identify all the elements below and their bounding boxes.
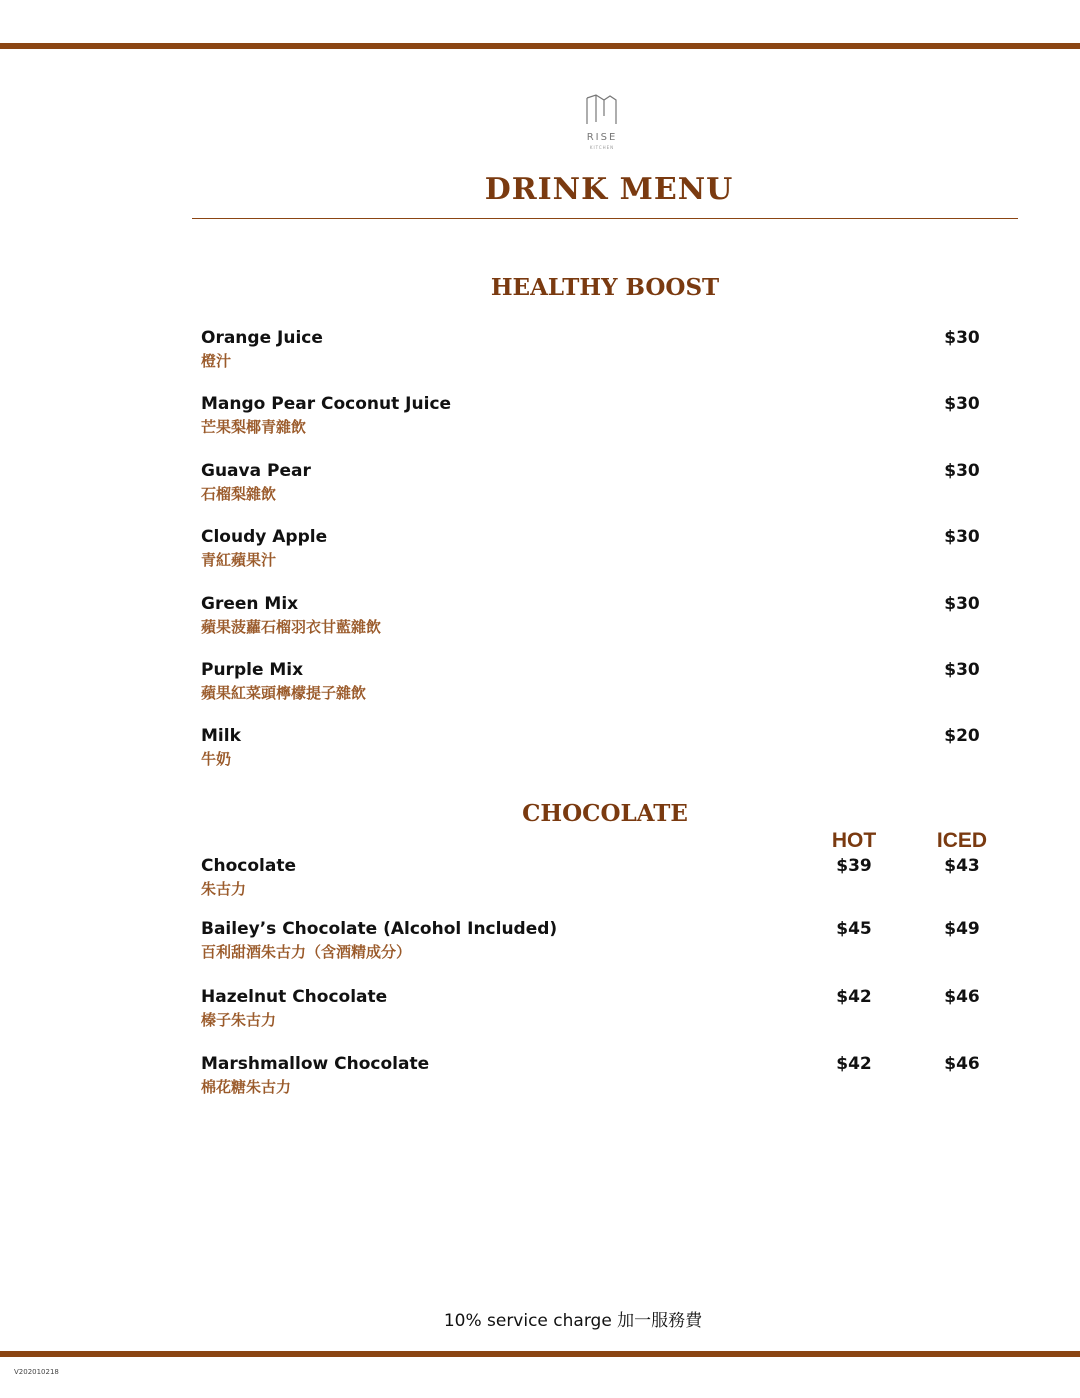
item-name-en: Cloudy Apple [201, 527, 328, 547]
item-name-en: Purple Mix [201, 660, 304, 680]
item-price: $30 [944, 527, 980, 547]
item-price: $30 [944, 594, 980, 614]
item-name-en: Milk [201, 726, 241, 746]
menu-item-purple-mix [201, 660, 991, 710]
item-price-iced: $43 [944, 856, 980, 876]
rise-logo [580, 92, 624, 152]
item-price: $20 [944, 726, 980, 746]
item-name-zh: 青紅蘋果汁 [201, 551, 277, 569]
menu-item-hazelnut-chocolate [201, 987, 991, 1037]
column-header-hot: HOT [831, 829, 877, 852]
item-name-zh: 蘋果紅菜頭檸檬提子雜飲 [201, 684, 367, 702]
item-name-en: Bailey’s Chocolate (Alcohol Included) [201, 919, 558, 939]
menu-item-baileys-chocolate [201, 919, 991, 969]
item-price-hot: $42 [836, 1054, 872, 1074]
page-title: DRINK MENU [484, 172, 734, 207]
item-name-zh: 朱古力 [201, 880, 247, 898]
item-name-en: Chocolate [201, 856, 296, 876]
top-border-bar [0, 43, 1080, 49]
item-name-zh: 石榴梨雜飲 [201, 485, 277, 503]
logo-subtext: KITCHEN [589, 145, 615, 150]
item-price-iced: $46 [944, 987, 980, 1007]
menu-item-cloudy-apple [201, 527, 991, 577]
item-name-en: Orange Juice [201, 328, 323, 348]
menu-item-green-mix [201, 594, 991, 644]
item-name-en: Green Mix [201, 594, 299, 614]
item-name-en: Mango Pear Coconut Juice [201, 394, 452, 414]
item-name-zh: 牛奶 [201, 750, 232, 768]
item-price-hot: $45 [836, 919, 872, 939]
menu-item-milk [201, 726, 991, 776]
item-price: $30 [944, 461, 980, 481]
version-code: V202010218 [14, 1368, 59, 1376]
item-name-en: Guava Pear [201, 461, 311, 481]
item-name-zh: 橙汁 [201, 352, 232, 370]
bottom-border-bar [0, 1351, 1080, 1357]
logo-wordmark: RISE [586, 132, 618, 143]
section-title-chocolate: CHOCOLATE [522, 800, 688, 827]
rise-logo-icon [580, 92, 624, 132]
menu-item-chocolate [201, 856, 991, 906]
item-price: $30 [944, 660, 980, 680]
item-name-zh: 榛子朱古力 [201, 1011, 277, 1029]
menu-item-orange-juice [201, 328, 991, 378]
item-price: $30 [944, 328, 980, 348]
item-name-en: Hazelnut Chocolate [201, 987, 388, 1007]
section-title-healthy-boost: HEALTHY BOOST [490, 274, 720, 301]
menu-item-mango-pear-coconut-juice [201, 394, 991, 444]
item-price-iced: $49 [944, 919, 980, 939]
item-name-zh: 百利甜酒朱古力（含酒精成分） [201, 943, 412, 961]
item-price: $30 [944, 394, 980, 414]
menu-item-guava-pear [201, 461, 991, 511]
column-header-iced: ICED [936, 829, 988, 852]
service-charge-note: 10% service charge 加一服務費 [443, 1311, 703, 1331]
item-price-hot: $42 [836, 987, 872, 1007]
menu-item-marshmallow-chocolate [201, 1054, 991, 1104]
item-name-zh: 棉花糖朱古力 [201, 1078, 292, 1096]
item-name-zh: 蘋果菠蘿石榴羽衣甘藍雜飲 [201, 618, 382, 636]
item-price-hot: $39 [836, 856, 872, 876]
title-divider [192, 218, 1018, 219]
item-price-iced: $46 [944, 1054, 980, 1074]
item-name-zh: 芒果梨椰青雜飲 [201, 418, 307, 436]
item-name-en: Marshmallow Chocolate [201, 1054, 430, 1074]
